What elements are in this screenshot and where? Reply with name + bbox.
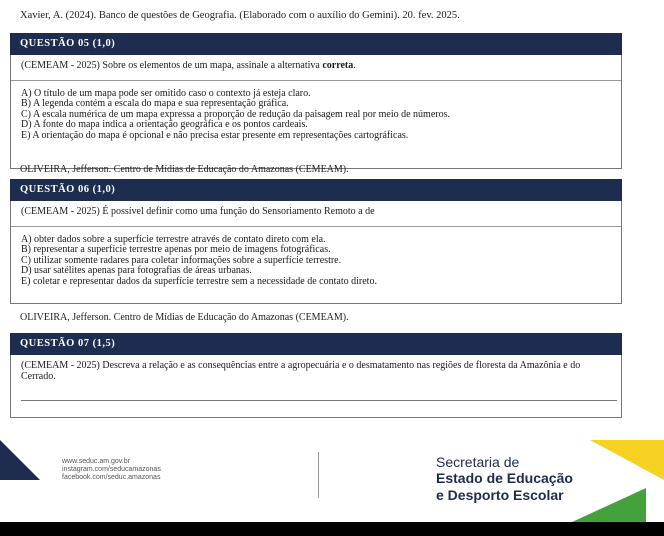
- question-06-option-c: C) utilizar somente radares para coletar informações sobre a superfície terrestre.: [21, 254, 342, 266]
- question-06-prompt: (CEMEAM - 2025) É possível definir como uma função do Sensoriamento Remoto a de: [21, 206, 375, 217]
- question-05-prompt: [21, 61, 611, 72]
- question-07-box: [10, 355, 622, 418]
- question-05-divider: [11, 80, 621, 81]
- secretaria-label: Secretaria de: [436, 454, 520, 470]
- footer: [0, 440, 664, 522]
- question-07-prompt: (CEMEAM - 2025) Descreva a relação e as consequências entre a agropecuária e o desmatamento nas regiões de floresta da Amazônia e do Cerrado.: [21, 360, 581, 382]
- question-05-option-e: E) A orientação do mapa é opcional e não precisa estar presente em representações cartográficas.: [21, 129, 409, 141]
- instagram-link[interactable]: instagram.com/seducamazonas: [62, 466, 161, 473]
- question-05-prompt-text: (CEMEAM - 2025) Sobre os elementos de um mapa, assinale a alternativa: [21, 60, 323, 71]
- citation: Xavier, A. (2024). Banco de questões de Geografia. (Elaborado com o auxílio do Gemini). 20. fev. 2025.: [20, 10, 460, 21]
- question-07-header: QUESTÃO 07 (1,5): [10, 333, 622, 355]
- yellow-corner-shape: [590, 440, 664, 480]
- navy-corner-shape: [0, 440, 40, 480]
- question-06-box: [10, 201, 622, 304]
- question-05-option-c: C) A escala numérica de um mapa expressa a proporção de redução da paisagem real por meio de números.: [21, 108, 450, 120]
- desporto-escolar-label: e Desporto Escolar: [436, 487, 564, 503]
- question-05-header: QUESTÃO 05 (1,0): [10, 33, 622, 55]
- website-link[interactable]: www.seduc.am.gov.br: [62, 458, 130, 465]
- footer-links: [62, 458, 161, 482]
- answer-line[interactable]: [21, 400, 617, 401]
- facebook-link[interactable]: facebook.com/seduc.amazonas: [62, 474, 161, 481]
- question-06-source: OLIVEIRA, Jefferson. Centro de Mídias de Educação do Amazonas (CEMEAM).: [20, 312, 349, 323]
- question-05-box: [10, 55, 622, 169]
- estado-educacao-label: Estado de Educação: [436, 470, 573, 486]
- footer-divider: [318, 452, 319, 498]
- green-corner-shape: [572, 488, 646, 522]
- question-06-option-b: B) representar a superfície terrestre apenas por meio de imagens fotográficas.: [21, 244, 331, 255]
- question-06-option-d: D) usar satélites apenas para fotografias de áreas urbanas.: [21, 265, 252, 276]
- question-06-option-e: E) coletar e representar dados da superfície terrestre sem a necessidade de contato direto.: [21, 275, 377, 287]
- question-05-prompt-end: .: [353, 60, 356, 71]
- question-06-divider: [11, 226, 621, 227]
- question-06-option-a: A) obter dados sobre a superfície terrestre através de contato direto com ela.: [21, 233, 326, 245]
- question-05-option-a: A) O título de um mapa pode ser omitido caso o contexto já esteja claro.: [21, 87, 311, 99]
- question-06-header: QUESTÃO 06 (1,0): [10, 179, 622, 201]
- question-05-source: OLIVEIRA, Jefferson. Centro de Mídias de Educação do Amazonas (CEMEAM).: [20, 164, 349, 175]
- question-05-option-d: D) A fonte do mapa indica a orientação geográfica e os pontos cardeais.: [21, 119, 308, 130]
- question-05-prompt-emphasis: correta: [322, 60, 354, 71]
- question-05-option-b: B) A legenda contém a escala do mapa e sua representação gráfica.: [21, 98, 289, 109]
